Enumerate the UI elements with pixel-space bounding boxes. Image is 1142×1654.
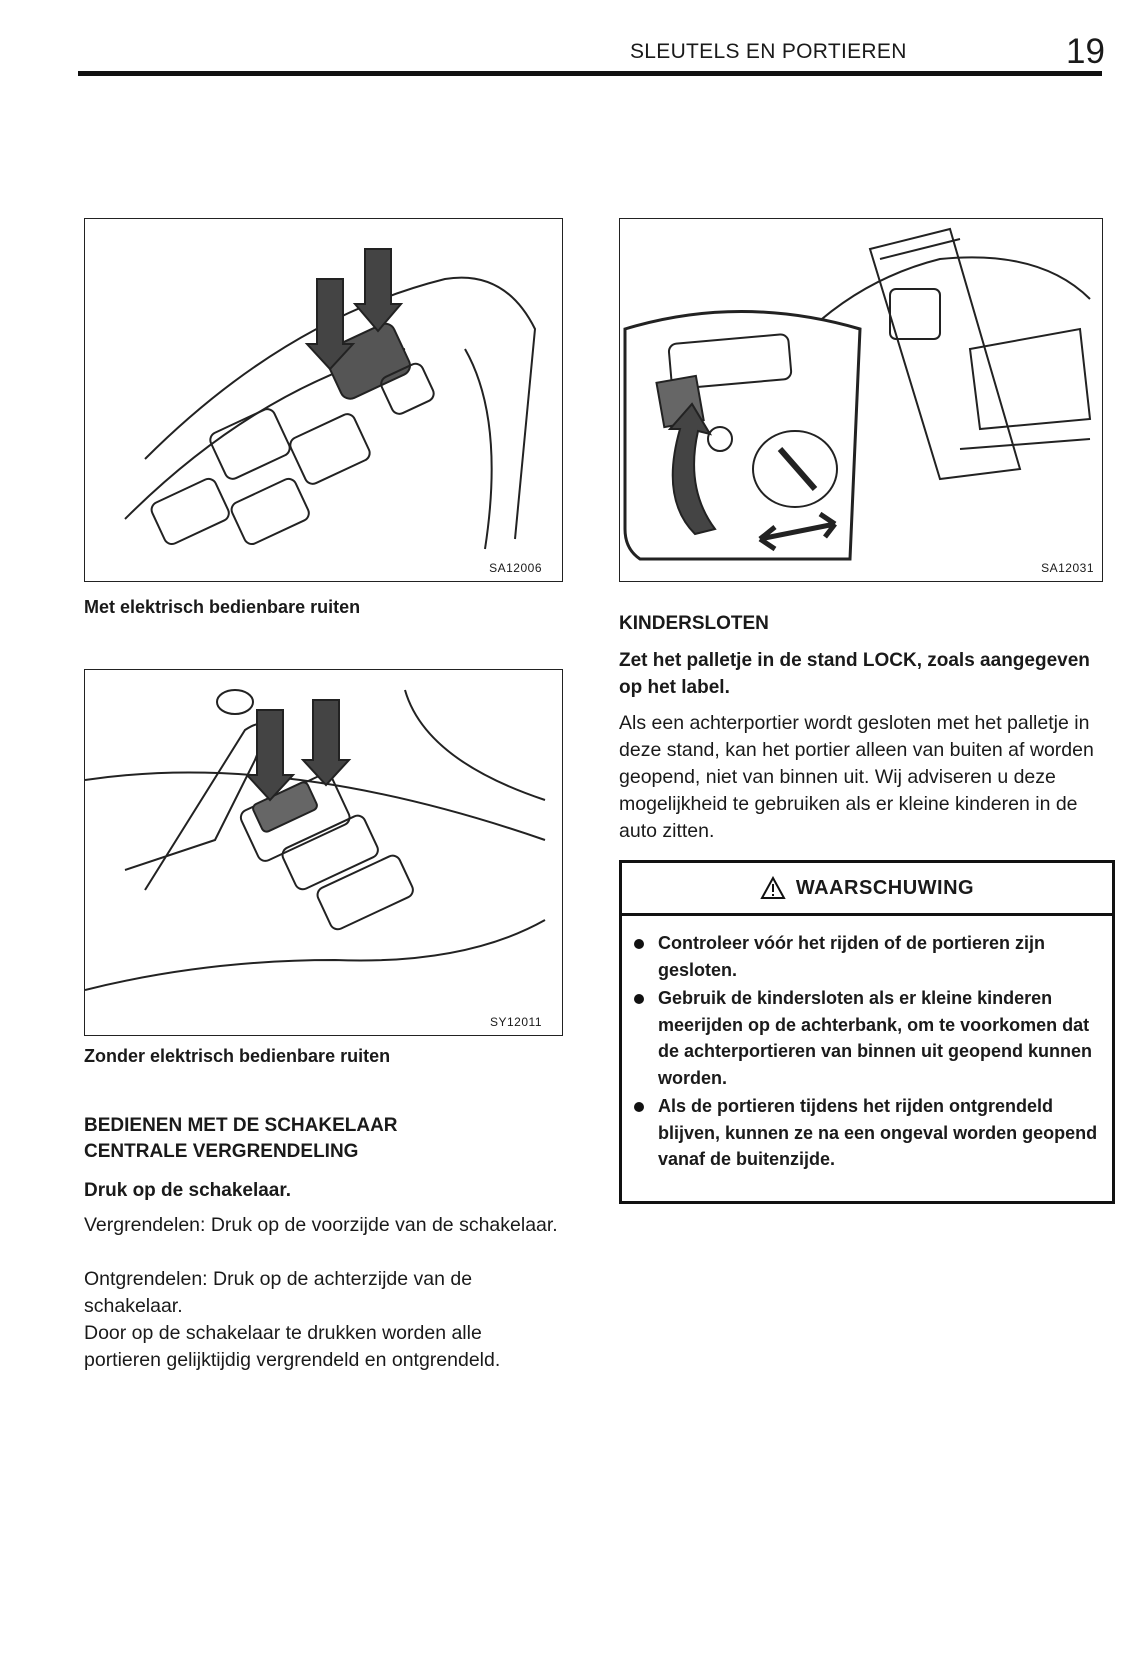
- child-lock-illustration: [620, 219, 1102, 581]
- figure-child-lock: [619, 218, 1103, 582]
- warning-item: [622, 930, 1100, 983]
- warning-item-text: Gebruik de kindersloten als er kleine kinderen meerijden op de achterbank, om te voorkomen dat de achterportieren van binnen uit geopend kunnen worden.: [658, 988, 1093, 1088]
- warning-item-text: Als de portieren tijdens het rijden ontgrendeld blijven, kunnen ze na een ongeval worden geopend vanaf de buitenzijde.: [658, 1096, 1098, 1169]
- bullet-icon: [634, 994, 644, 1004]
- figure-code: SY12011: [490, 1015, 542, 1029]
- section-subheading: Druk op de schakelaar.: [84, 1180, 291, 1201]
- warning-item: [622, 1093, 1100, 1173]
- warning-title: WAARSCHUWING: [795, 876, 975, 899]
- paragraph-lock: Vergrendelen: Druk op de voorzijde van de schakelaar.: [84, 1214, 558, 1236]
- page-number: 19: [1066, 32, 1105, 71]
- figure-caption: Zonder elektrisch bedienbare ruiten: [84, 1046, 391, 1066]
- section-heading: BEDIENEN MET DE SCHAKELAAR CENTRALE VERGRENDELING: [84, 1115, 398, 1162]
- manual-window-illustration: [85, 670, 562, 1035]
- section-subheading-childlocks: Zet het palletje in de stand LOCK, zoals aangegeven op het label.: [619, 650, 1090, 698]
- bullet-icon: [634, 1102, 644, 1112]
- section-heading-childlocks: KINDERSLOTEN: [619, 613, 769, 634]
- figure-manual-window-switch: [84, 669, 563, 1036]
- figure-code: SA12031: [1041, 561, 1094, 575]
- figure-power-window-switch: [84, 218, 563, 582]
- bullet-icon: [634, 939, 644, 949]
- figure-code: SA12006: [489, 561, 542, 575]
- paragraph-all-doors: Door op de schakelaar te drukken worden alle portieren gelijktijdig vergrendeld en ontgrendeld.: [84, 1322, 501, 1371]
- section-title: SLEUTELS EN PORTIEREN: [630, 40, 907, 63]
- paragraph-childlocks: Als een achterportier wordt gesloten met het palletje in deze stand, kan het portier alleen van buiten af worden geopend, niet van binnen uit. Wij adviseren u deze mogelijkheid te gebruiken als er kleine kinderen in de auto zitten.: [619, 712, 1094, 842]
- warning-header: [622, 863, 1112, 916]
- warning-item: [622, 985, 1100, 1091]
- figure-caption: Met elektrisch bedienbare ruiten: [84, 597, 361, 617]
- power-window-illustration: [85, 219, 562, 581]
- warning-list: [622, 916, 1112, 1173]
- paragraph-unlock: Ontgrendelen: Druk op de achterzijde van de schakelaar.: [84, 1268, 473, 1317]
- warning-triangle-icon: [760, 876, 786, 900]
- warning-box: [619, 860, 1115, 1204]
- warning-item-text: Controleer vóór het rijden of de portieren zijn gesloten.: [658, 933, 1046, 980]
- header-rule: [78, 71, 1102, 76]
